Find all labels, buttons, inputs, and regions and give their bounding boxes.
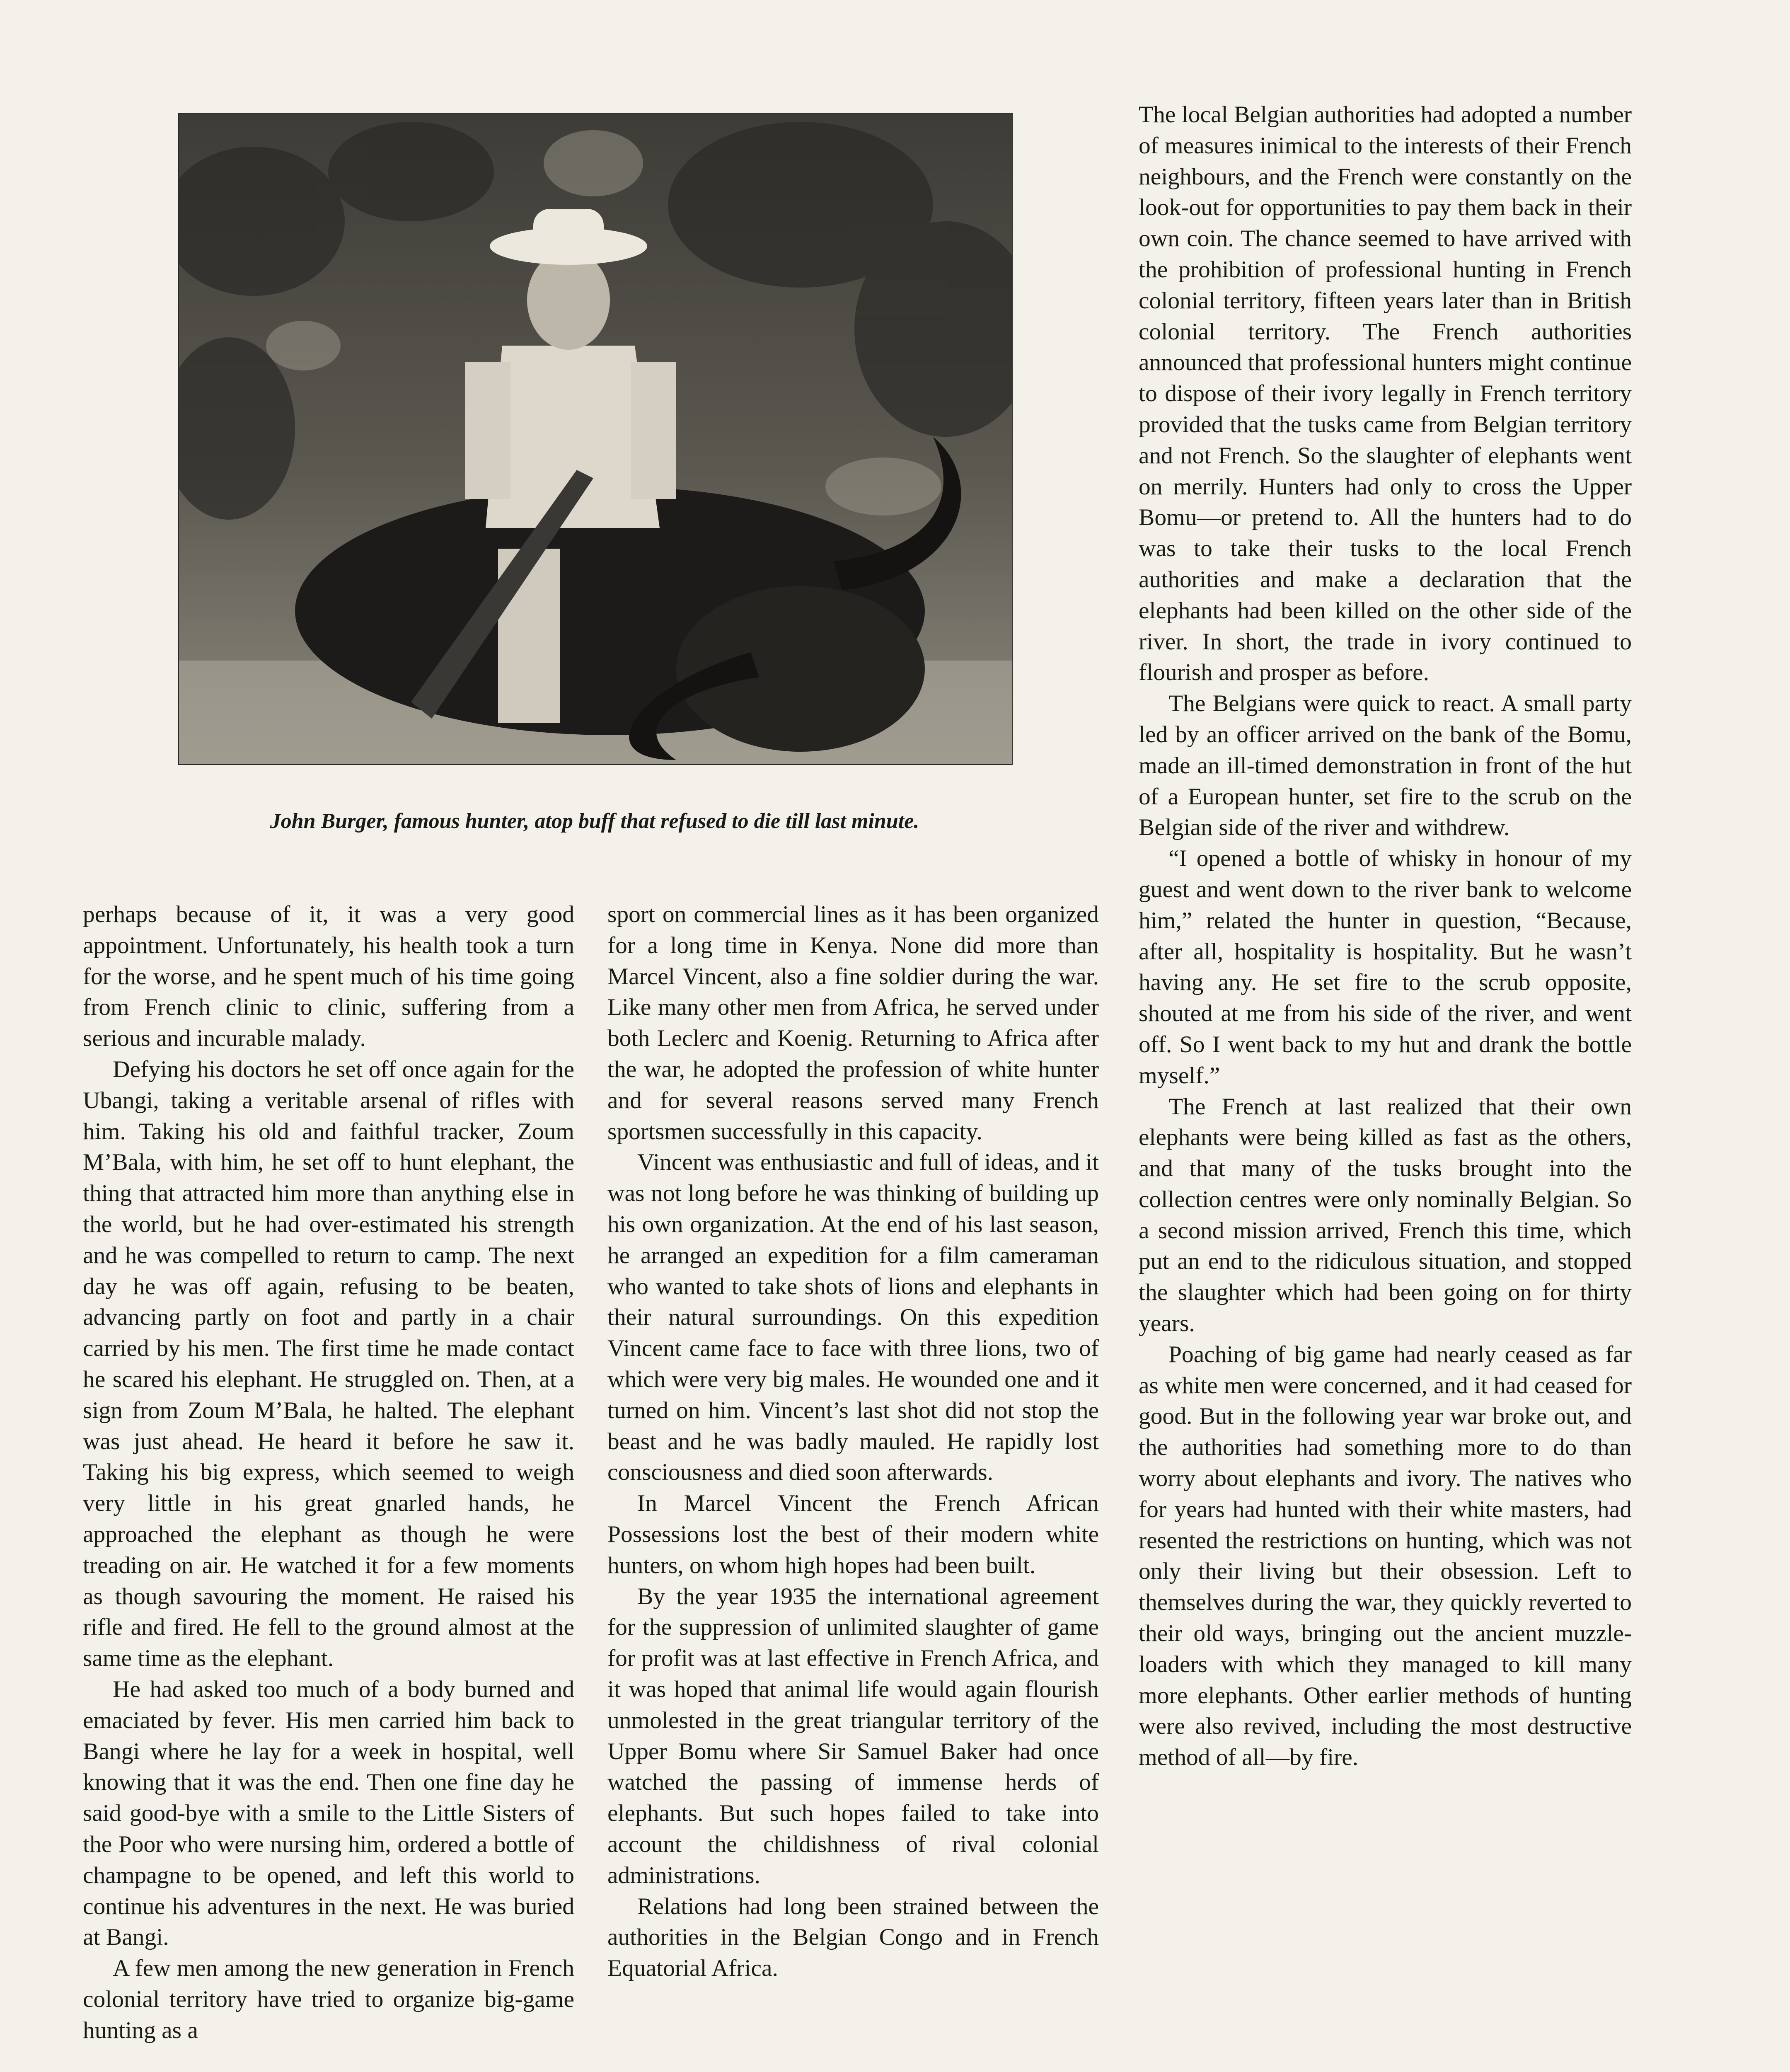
paragraph: “I opened a bottle of whisky in honour of my guest and went down to the river bank to welcome him,” related the hunter in question, “Because, after all, hospitality is hospitality. But he wasn’t having any. He set fire to the scrub opposite, shouted at me from his side of the river, and went off. So I went back to my hut and drank the bottle myself.” (1139, 845, 1632, 1089)
photo-illustration (179, 114, 1012, 764)
paragraph: A few men among the new generation in French colonial territory have tried to organize big-game hunting as a (83, 1955, 574, 2043)
paragraph: The local Belgian authorities had adopted a number of measures inimical to the interests of their French neighbours, and the French were constantly on the look-out for opportunities to pay them back in their own coin. The chance seemed to have arrived with the prohibition of professional hunting in French colonial territory, fifteen years later than in British colonial territory. The French authorities announced that professional hunters might continue to dispose of their ivory legally in French territory provided that the tusks came from Belgian territory and not French. So the slaughter of elephants went on merrily. Hunters had only to cross the Upper Bomu—or pretend to. All the hunters had to do was to take their tusks to the local French authorities and make a declaration that the elephants had been killed on the other side of the river. In short, the trade in ivory continued to flourish and prosper as before. (1139, 102, 1632, 686)
paragraph: perhaps because of it, it was a very good appointment. Unfortunately, his health took a turn for the worse, and he spent much of his time going from French clinic to clinic, suffering from a serious and incurable malady. (83, 901, 574, 1052)
paragraph: The French at last realized that their own elephants were being killed as fast as the others, and that many of the tusks brought into the collection centres were only nominally Belgian. So a second mission arrived, French this time, which put an end to the ridiculous situation, and stopped the slaughter which had been going on for thirty years. (1139, 1093, 1632, 1337)
article-column-3 (1139, 99, 1632, 1773)
hunter-photo (178, 113, 1013, 765)
photo-caption: John Burger, famous hunter, atop buff that refused to die till last minute. (270, 809, 919, 833)
paragraph: sport on commercial lines as it has been organized for a long time in Kenya. None did more than Marcel Vincent, also a fine soldier during the war. Like many other men from Africa, he served under both Leclerc and Koenig. Returning to Africa after the war, he adopted the profession of white hunter and for several reasons served many French sportsmen successfully in this capacity. (607, 901, 1099, 1145)
article-column-2 (607, 899, 1099, 1984)
paragraph: Defying his doctors he set off once again for the Ubangi, taking a veritable arsenal of rifles with him. Taking his old and faithful tracker, Zoum M’Bala, with him, he set off to hunt elephant, the thing that attracted him more than anything else in the world, but he had over-estimated his strength and he was compelled to return to camp. The next day he was off again, refusing to be beaten, advancing partly on foot and partly in a chair carried by his men. The first time he made contact he scared his elephant. He struggled on. Then, at a sign from Zoum M’Bala, he halted. The elephant was just ahead. He heard it before he saw it. Taking his big express, which seemed to weigh very little in his great gnarled hands, he approached the elephant as though he were treading on air. He watched it for a few moments as though savouring the moment. He raised his rifle and fired. He fell to the ground almost at the same time as the elephant. (83, 1056, 574, 1672)
article-column-1 (83, 899, 574, 2046)
paragraph: By the year 1935 the international agreement for the suppression of unlimited slaughter of game for profit was at last effective in French Africa, and it was hoped that animal life would again flourish unmolested in the great triangular territory of the Upper Bomu where Sir Samuel Baker had once watched the passing of immense herds of elephants. But such hopes failed to take into account the childishness of rival colonial administrations. (607, 1583, 1099, 1888)
paragraph: Poaching of big game had nearly ceased as far as white men were concerned, and it had ceased for good. But in the following year war broke out, and the authorities had something more to do than worry about elephants and ivory. The natives who for years had hunted with their white masters, had resented the restrictions on hunting, which was not only their living but their obsession. Left to themselves during the war, they quickly reverted to their old ways, bringing out the ancient muzzle-loaders with which they managed to kill many more elephants. Other earlier methods of hunting were also revived, including the most destructive method of all—by fire. (1139, 1341, 1632, 1771)
paragraph: In Marcel Vincent the French African Possessions lost the best of their modern white hunters, on whom high hopes had been built. (607, 1490, 1099, 1578)
paragraph: Relations had long been strained between the authorities in the Belgian Congo and in French Equatorial Africa. (607, 1893, 1099, 1982)
paragraph: He had asked too much of a body burned and emaciated by fever. His men carried him back to Bangi where he lay for a week in hospital, well knowing that it was the end. Then one fine day he said good-bye with a smile to the Little Sisters of the Poor who were nursing him, ordered a bottle of champagne to be opened, and left this world to continue his adventures in the next. He was buried at Bangi. (83, 1676, 574, 1951)
paragraph: Vincent was enthusiastic and full of ideas, and it was not long before he was thinking of building up his own organization. At the end of his last season, he arranged an expedition for a film cameraman who wanted to take shots of lions and elephants in their natural surroundings. On this expedition Vincent came face to face with three lions, two of which were very big males. He wounded one and it turned on him. Vincent’s last shot did not stop the beast and he was badly mauled. He rapidly lost consciousness and died soon afterwards. (607, 1149, 1099, 1486)
paragraph: The Belgians were quick to react. A small party led by an officer arrived on the bank of the Bomu, made an ill-timed demonstration in front of the hut of a European hunter, set fire to the scrub on the Belgian side of the river and withdrew. (1139, 690, 1632, 841)
